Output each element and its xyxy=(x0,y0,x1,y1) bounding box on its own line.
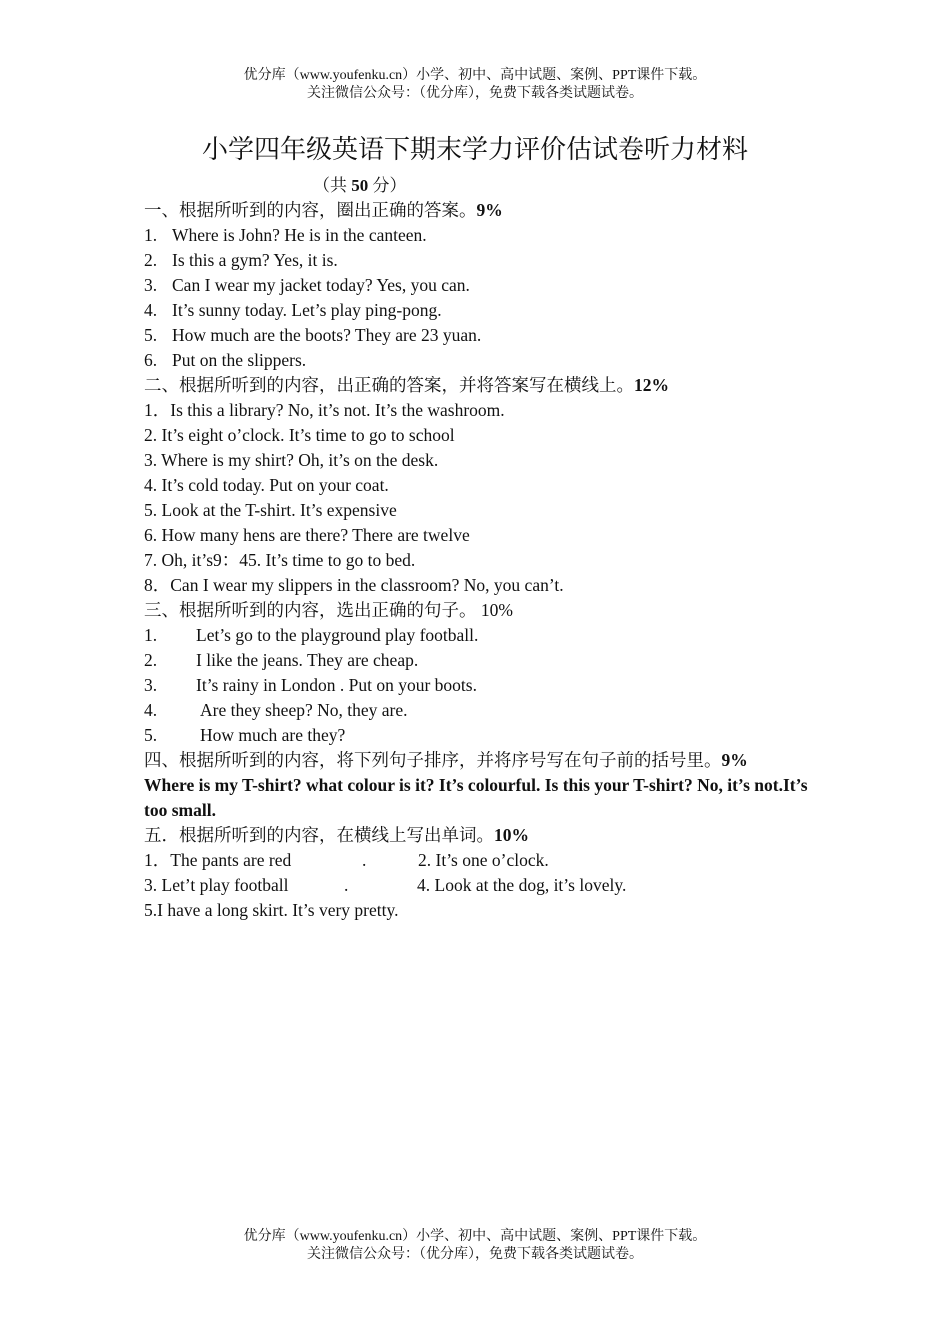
list-item xyxy=(144,698,824,723)
section-heading-text: 二、根据所听到的内容，出正确的答案，并将答案写在横线上。 xyxy=(144,375,634,395)
list-item: 3. Where is my shirt? Oh, it’s on the desk. xyxy=(144,450,439,470)
item-number: 1. xyxy=(144,225,158,245)
item-number: 1. xyxy=(144,625,158,645)
list-item xyxy=(144,223,824,248)
item-text: 2. It’s one o’clock. xyxy=(418,850,549,870)
list-item xyxy=(144,648,824,673)
list-item: 2. It’s eight o’clock. It’s time to go to school xyxy=(144,425,455,445)
list-item: 5. Look at the T-shirt. It’s expensive xyxy=(144,500,397,520)
section-4-heading xyxy=(144,748,824,773)
item-text: Can I wear my jacket today? Yes, you can. xyxy=(172,275,470,295)
list-item: 6. How many hens are there? There are twelve xyxy=(144,525,470,545)
section-1-heading xyxy=(144,198,824,223)
list-item xyxy=(144,248,824,273)
item-text: It’s sunny today. Let’s play ping-pong. xyxy=(172,300,442,320)
item-number: 3. xyxy=(144,275,158,295)
blank-dot: . xyxy=(344,875,349,895)
item-text: How much are they? xyxy=(200,725,346,745)
item-number: 4. xyxy=(144,700,158,720)
list-item: 1．Is this a library? No, it’s not. It’s the washroom. xyxy=(144,400,505,420)
section-heading-text: 四、根据所听到的内容，将下列句子排序，并将序号写在句子前的括号里。 xyxy=(144,750,722,770)
header-line-1: 优分库（www.youfenku.cn）小学、初中、高中试题、案例、PPT课件下载。 xyxy=(243,68,707,83)
section-score: 9% xyxy=(721,750,748,770)
item-text: Are they sheep? No, they are. xyxy=(200,700,408,720)
item-number: 6. xyxy=(144,350,158,370)
list-item xyxy=(144,323,824,348)
list-row xyxy=(144,848,824,873)
list-item xyxy=(144,723,824,748)
list-row xyxy=(144,873,824,898)
section-score: 12% xyxy=(634,375,669,395)
footer-line-1: 优分库（www.youfenku.cn）小学、初中、高中试题、案例、PPT课件下载。 xyxy=(243,1229,707,1244)
item-text: Is this a gym? Yes, it is. xyxy=(172,250,338,270)
list-item: 7. Oh, it’s9：45. It’s time to go to bed. xyxy=(144,550,416,570)
item-number: 5. xyxy=(144,325,158,345)
document-body xyxy=(144,198,824,923)
total-score xyxy=(313,174,407,198)
header-line-2: 关注微信公众号：（优分库），免费下载各类试题试卷。 xyxy=(307,86,643,101)
total-score-value: 50 xyxy=(351,176,369,195)
list-item xyxy=(144,273,824,298)
item-number: 3. xyxy=(144,675,158,695)
item-number: 4. xyxy=(144,300,158,320)
section-score: 9% xyxy=(476,200,503,220)
page-footer xyxy=(0,1228,950,1264)
section-5-heading xyxy=(144,823,824,848)
item-text: I like the jeans. They are cheap. xyxy=(196,650,419,670)
list-item: 8．Can I wear my slippers in the classroom? No, you can’t. xyxy=(144,575,564,595)
page-header-top xyxy=(0,67,950,103)
item-number: 2. xyxy=(144,250,158,270)
item-text: 1．The pants are red xyxy=(144,850,292,870)
section-3-heading: 三、根据所听到的内容，选出正确的句子。 10% xyxy=(144,600,513,620)
blank-dot: . xyxy=(362,850,367,870)
list-item xyxy=(144,298,824,323)
item-text: 4. Look at the dog, it’s lovely. xyxy=(417,875,627,895)
list-item: 5.I have a long skirt. It’s very pretty. xyxy=(144,900,399,920)
item-text: Put on the slippers. xyxy=(172,350,307,370)
list-item: 4. It’s cold today. Put on your coat. xyxy=(144,475,389,495)
item-text: How much are the boots? They are 23 yuan. xyxy=(172,325,482,345)
footer-line-2: 关注微信公众号：（优分库），免费下载各类试题试卷。 xyxy=(307,1247,643,1262)
list-item xyxy=(144,673,824,698)
total-close: 分） xyxy=(368,176,407,195)
item-text: It’s rainy in London . Put on your boots. xyxy=(196,675,477,695)
list-item xyxy=(144,348,824,373)
section-heading-text: 五．根据所听到的内容，在横线上写出单词。 xyxy=(144,825,494,845)
document-title: 小学四年级英语下期末学力评价估试卷听力材料 xyxy=(201,135,748,165)
item-text: Where is John? He is in the canteen. xyxy=(172,225,427,245)
item-text: 3. Let’t play football xyxy=(144,875,289,895)
section-score: 10% xyxy=(494,825,529,845)
item-number: 2. xyxy=(144,650,158,670)
total-open: （共 xyxy=(313,176,352,195)
section-4-text: Where is my T-shirt? what colour is it? It’s colourful. Is this your T-shirt? No, it’s not.It’s too small. xyxy=(144,775,808,820)
item-text: Let’s go to the playground play football. xyxy=(196,625,479,645)
item-number: 5. xyxy=(144,725,158,745)
list-item xyxy=(144,623,824,648)
section-heading-text: 一、根据所听到的内容，圈出正确的答案。 xyxy=(144,200,477,220)
section-2-heading xyxy=(144,373,824,398)
